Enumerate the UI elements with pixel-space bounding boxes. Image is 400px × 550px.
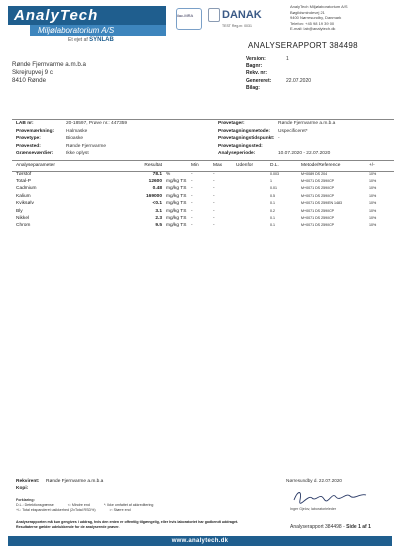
info-key: Prøvetype: xyxy=(16,136,41,142)
crown-icon xyxy=(208,8,220,22)
table-row xyxy=(14,186,394,193)
info-key: Grænseværdier: xyxy=(16,151,54,157)
info-key: Prøvested: xyxy=(16,143,41,149)
address-line: AnalyTech Miljølaboratorium A/S xyxy=(290,4,348,9)
table-row xyxy=(14,209,394,216)
table-row xyxy=(14,201,394,208)
uncertainty-cell: 10% xyxy=(369,171,377,176)
info-value: - xyxy=(278,136,280,142)
signature-image xyxy=(290,488,370,504)
unit-cell: % xyxy=(166,171,171,177)
info-key: Analyseperiode: xyxy=(218,151,256,157)
result-cell: 78.1 xyxy=(152,171,162,177)
unit-cell: mg/kg TS xyxy=(166,186,187,192)
col-header-uncertainty: +/- xyxy=(369,163,375,168)
dl-cell: 1 xyxy=(270,178,272,183)
requester-value: Rønde Fjernvarme a.m.b.a xyxy=(46,479,104,484)
min-cell: - xyxy=(191,178,193,184)
col-header-min: Min xyxy=(191,163,199,168)
result-cell: 169000 xyxy=(145,193,162,199)
param-cell: Bly xyxy=(16,208,23,214)
unit-cell: mg/kg TS xyxy=(166,223,187,229)
logo-main-text: AnalyTech xyxy=(8,6,166,25)
dl-cell: 0.5 xyxy=(270,193,275,198)
info-value: Rønde Fjernvarme a.m.b.a xyxy=(278,121,336,126)
result-cell: 9.5 xyxy=(155,223,162,229)
result-cell: 0.48 xyxy=(152,186,162,192)
param-cell: Tørstof xyxy=(16,171,32,177)
page-report: Analyserapport 384498 - xyxy=(290,524,345,530)
signer-name: Inger Gjelov, laboratorieleder xyxy=(290,507,337,511)
logo-sub-text: Miljølaboratorium A/S xyxy=(30,25,166,36)
meta-value: 1 xyxy=(286,56,289,62)
col-header-udenfor: Udenfor xyxy=(236,163,254,168)
info-key: Prøvemærkning: xyxy=(16,128,55,134)
disclaimer-line: Analyserapporten må kun gengives i uddrag, hvis den enten er offentlig tilgængelig, eller hvis laboratoriet har godkendt uddraget. xyxy=(16,520,239,524)
dl-cell: 0.1 xyxy=(270,215,275,220)
meta-key: Bilag: xyxy=(246,84,260,91)
info-value: 10.07.2020 - 22.07.2020 xyxy=(278,151,331,157)
logo-member-name: SYNLAB xyxy=(89,37,114,43)
results-table xyxy=(14,163,394,231)
uncertainty-cell: 10% xyxy=(369,215,377,220)
unit-cell: mg/kg TS xyxy=(166,178,187,184)
max-cell: - xyxy=(213,171,215,177)
table-row xyxy=(14,223,394,230)
method-cell: M+0071 DS 259/ICP xyxy=(301,223,335,228)
disclaimer xyxy=(16,520,238,530)
unit-cell: mg/kg TS xyxy=(166,193,187,199)
address-line: Bøgildsmindevej 21 xyxy=(290,9,325,15)
info-key: Prøvetager: xyxy=(218,121,245,126)
meta-row xyxy=(246,85,311,92)
max-cell: - xyxy=(213,223,215,229)
col-header-result: Resultat xyxy=(144,163,162,168)
note-uncertainty: +/-: Total ekspanderet usikkerhed (2xTotal RSD%) xyxy=(16,507,96,512)
info-key: Prøvetagningstidspunkt: xyxy=(218,136,275,142)
col-header-method: Metode/Reference xyxy=(301,163,341,168)
info-value: Bioaske xyxy=(66,136,84,142)
ilac-mra-logo xyxy=(176,8,202,30)
uncertainty-cell: 10% xyxy=(369,208,377,213)
lab-address xyxy=(290,4,348,32)
note-dl: D.L.: Detektionsgrænse xyxy=(16,502,54,507)
result-cell: 12600 xyxy=(148,178,162,184)
table-row xyxy=(14,179,394,186)
info-value: Uspecificeret* xyxy=(278,128,308,134)
uncertainty-cell: 10% xyxy=(369,178,377,183)
table-body xyxy=(14,172,394,231)
info-row xyxy=(12,151,394,159)
table-row xyxy=(14,194,394,201)
info-value: Halmaske xyxy=(66,128,88,134)
company-logo xyxy=(8,6,168,43)
address-line: Telefon: +45 98 19 39 00 xyxy=(290,20,335,26)
dl-cell: 0.003 xyxy=(270,171,279,176)
unit-cell: mg/kg TS xyxy=(166,208,187,214)
recipient-city: 8410 Rønde xyxy=(12,77,47,85)
uncertainty-cell: 10% xyxy=(369,201,377,206)
method-cell: M+0071 DS 259/ICP xyxy=(301,186,335,191)
copy-label: Kopi: xyxy=(16,486,29,492)
danak-logo xyxy=(208,6,263,36)
uncertainty-cell: 10% xyxy=(369,223,377,228)
notes-heading: Forklaring: xyxy=(16,498,35,502)
method-cell: M+0089 DS 204 xyxy=(301,171,328,176)
sample-info xyxy=(12,121,394,159)
method-cell: M+0071 DS 259/ICP xyxy=(301,208,335,213)
result-cell: 3.1 xyxy=(155,208,162,214)
divider xyxy=(12,119,394,120)
max-cell: - xyxy=(213,193,215,199)
danak-name: DANAK xyxy=(222,9,262,21)
unit-cell: mg/kg TS xyxy=(166,201,187,207)
table-row xyxy=(14,172,394,179)
table-row xyxy=(14,216,394,223)
disclaimer-line: Resultaterne gælder udelukkende for de analyserede prøver. xyxy=(16,524,120,529)
address-line: 9400 Nørresundby, Danmark xyxy=(290,15,342,21)
note-star: *: Ikke omfattet af akkreditering xyxy=(103,502,154,507)
param-cell: Cadmium xyxy=(16,186,37,192)
param-cell: Kalium xyxy=(16,193,31,199)
page-info xyxy=(290,524,371,530)
col-header-param: Analyseparameter xyxy=(16,163,55,168)
max-cell: - xyxy=(213,201,215,207)
meta-value: 22.07.2020 xyxy=(286,77,312,84)
meta-key: Bagnr: xyxy=(246,63,263,70)
param-cell: Total-P xyxy=(16,178,31,184)
method-cell: M+0071 DS 259/ICP xyxy=(301,215,335,220)
meta-key: Rekv. nr: xyxy=(246,70,268,77)
website-link[interactable]: www.analytech.dk xyxy=(8,536,392,546)
info-value: 20-18597, Prøve nr.: 447359 xyxy=(66,121,128,126)
min-cell: - xyxy=(191,208,193,214)
info-row xyxy=(12,121,394,129)
info-value: Rønde Fjernvarme xyxy=(66,143,106,149)
recipient-address xyxy=(12,61,86,86)
report-title: ANALYSERAPPORT 384498 xyxy=(248,41,358,50)
uncertainty-cell: 10% xyxy=(369,193,377,198)
meta-row xyxy=(246,78,311,85)
dl-cell: 0.1 xyxy=(270,223,275,228)
method-cell: M+0071 DS 259/EN 1483 xyxy=(301,201,343,206)
info-row xyxy=(12,136,394,144)
dl-cell: 0.1 xyxy=(270,201,275,206)
requester-block xyxy=(16,478,103,492)
ilac-mra-label: ilac-MRA xyxy=(177,13,194,18)
uncertainty-cell: 10% xyxy=(369,186,377,191)
divider xyxy=(12,160,394,161)
meta-key: Genereret: xyxy=(246,77,272,84)
method-cell: M+0071 DS 259/ICP xyxy=(301,178,335,183)
min-cell: - xyxy=(191,186,193,192)
address-line: E-mail: lab@analytech.dk xyxy=(290,26,336,32)
min-cell: - xyxy=(191,201,193,207)
logo-member xyxy=(68,37,114,43)
place-date: Nørresundby d. 22.07.2020 xyxy=(286,478,342,483)
col-header-max: Max xyxy=(213,163,223,168)
recipient-name: Rønde Fjernvarme a.m.b.a xyxy=(12,61,86,68)
max-cell: - xyxy=(213,186,215,192)
result-cell: 2.3 xyxy=(155,215,162,221)
meta-row xyxy=(246,70,311,77)
param-cell: Nikkel xyxy=(16,215,30,221)
danak-reg: TEST Reg.nr. 0031 xyxy=(222,24,252,28)
note-gt: >: Større end xyxy=(109,507,131,512)
dl-cell: 0.2 xyxy=(270,208,275,213)
param-cell: Chrom xyxy=(16,223,31,229)
meta-row xyxy=(246,56,311,63)
min-cell: - xyxy=(191,223,193,229)
unit-cell: mg/kg TS xyxy=(166,215,187,221)
min-cell: - xyxy=(191,193,193,199)
param-cell: Kviksølv xyxy=(16,201,34,207)
recipient-street: Skrejrupvej 9 c xyxy=(12,69,53,77)
info-key: LAB nr: xyxy=(16,121,34,126)
dl-cell: 0.01 xyxy=(270,186,277,191)
info-key: Prøvetagningsmetode: xyxy=(218,128,270,134)
max-cell: - xyxy=(213,208,215,214)
min-cell: - xyxy=(191,171,193,177)
note-lt: <: Mindre end xyxy=(67,502,90,507)
result-cell: <0.1 xyxy=(152,201,162,207)
meta-key: Version: xyxy=(246,56,266,62)
logo-member-prefix: Et ejet af xyxy=(68,37,88,43)
max-cell: - xyxy=(213,215,215,221)
info-value: Ikke oplyst xyxy=(66,151,89,157)
method-cell: M+0071 DS 259/ICP xyxy=(301,193,335,198)
requester-label: Rekvirent: xyxy=(16,479,40,484)
meta-row xyxy=(246,63,311,70)
report-meta xyxy=(246,56,311,92)
max-cell: - xyxy=(213,178,215,184)
page-number: Side 1 af 1 xyxy=(346,524,371,530)
info-key: Prøvetagningssted: xyxy=(218,143,263,149)
col-header-dl: D.L. xyxy=(270,163,279,168)
min-cell: - xyxy=(191,215,193,221)
notes-block xyxy=(16,498,153,512)
